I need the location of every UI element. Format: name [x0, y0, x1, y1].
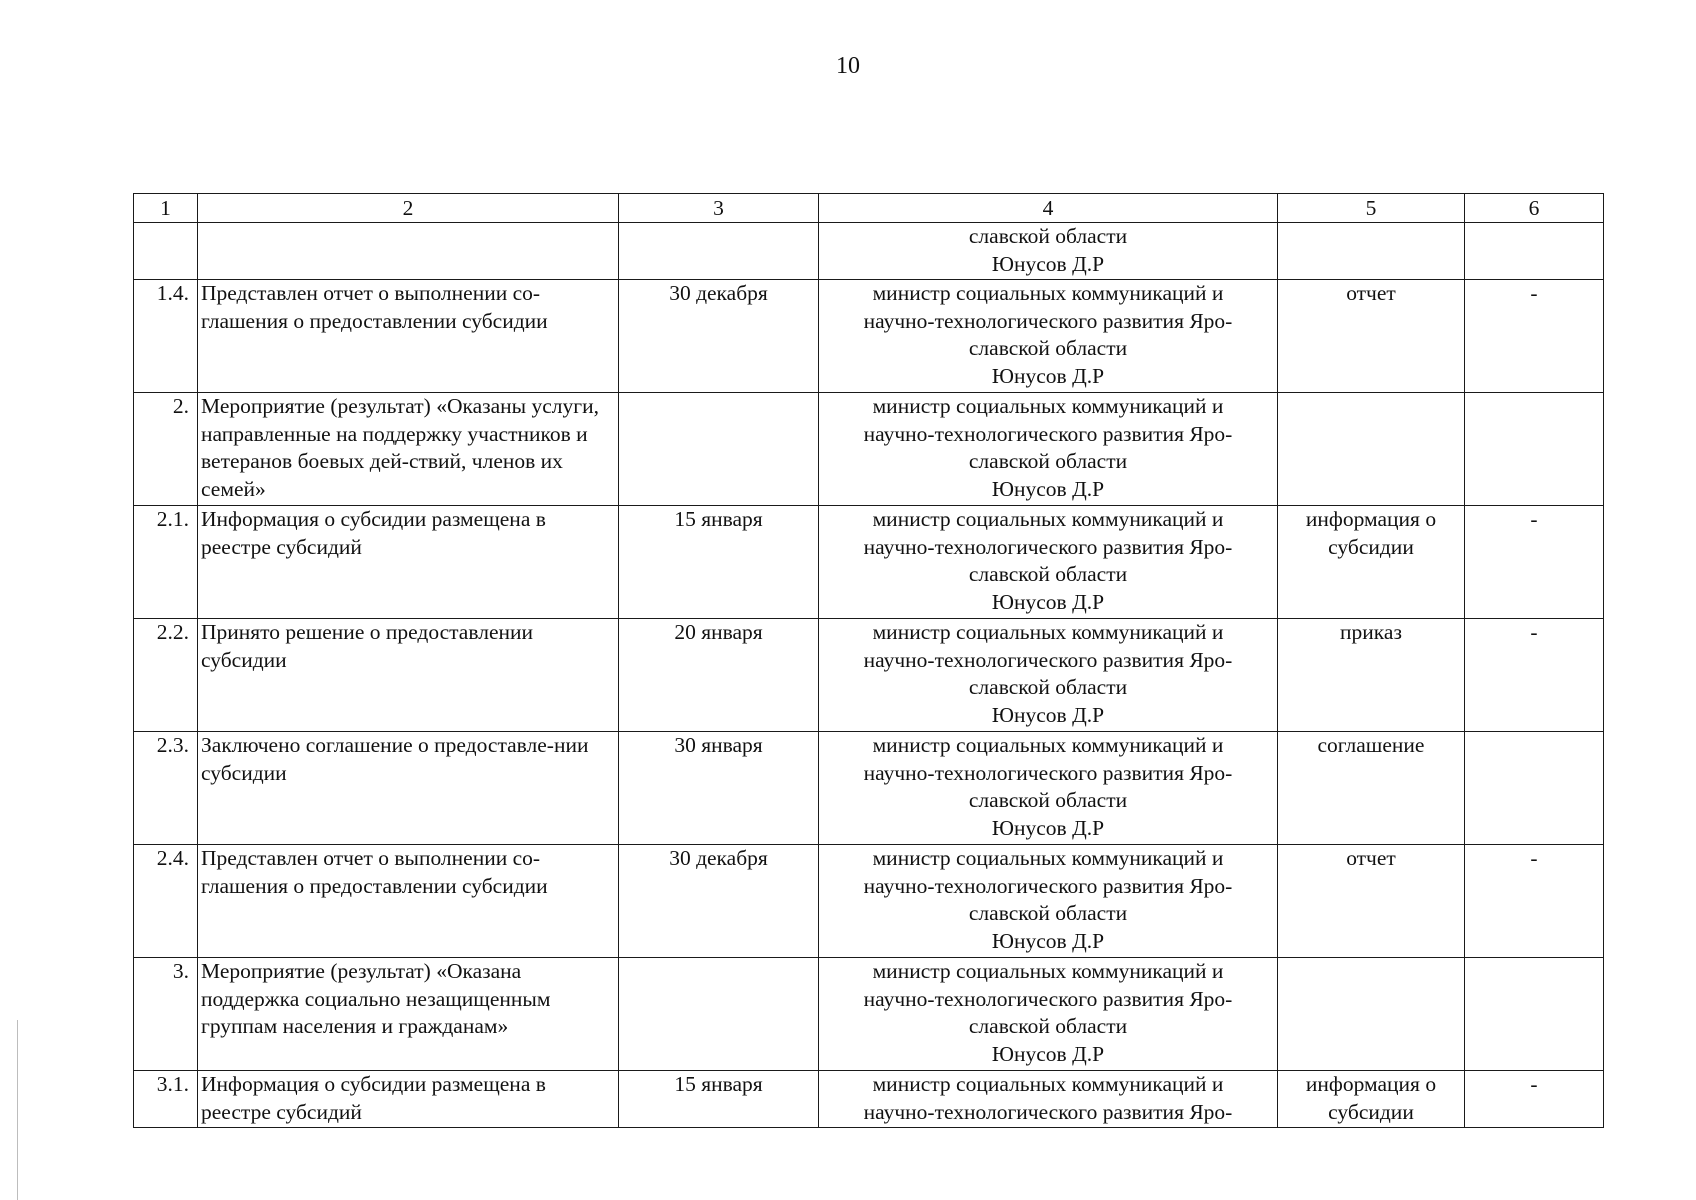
- document-type: информация о субсидии: [1278, 506, 1465, 619]
- item-number: 2.1.: [134, 506, 198, 619]
- responsible-line: научно-технологического развития Яро-: [863, 534, 1233, 559]
- responsible-line: министр социальных коммуникаций и: [872, 733, 1224, 757]
- note: [1465, 732, 1604, 845]
- table-row: [134, 506, 1604, 619]
- deadline-date: [619, 223, 819, 280]
- event-text: Представлен отчет о выполнении со-глашения о предоставлении субсидии: [198, 845, 619, 958]
- responsible-line: славской области: [968, 336, 1128, 360]
- document-type: приказ: [1278, 619, 1465, 732]
- note: -: [1465, 506, 1604, 619]
- schedule-table: [133, 193, 1604, 1128]
- item-number: 2.4.: [134, 845, 198, 958]
- column-number: 6: [1465, 194, 1604, 223]
- note: [1465, 393, 1604, 506]
- item-number: 2.2.: [134, 619, 198, 732]
- document-type: отчет: [1278, 280, 1465, 393]
- responsible-line: Юнусов Д.Р: [991, 589, 1105, 614]
- responsible-person: [819, 958, 1278, 1071]
- responsible-person: [819, 845, 1278, 958]
- event-text: Принято решение о предоставлении субсидии: [198, 619, 619, 732]
- item-number: 3.1.: [134, 1071, 198, 1128]
- responsible-person: [819, 506, 1278, 619]
- deadline-date: [619, 958, 819, 1071]
- document-type: [1278, 393, 1465, 506]
- responsible-line: министр социальных коммуникаций и: [872, 394, 1224, 418]
- deadline-date: 30 января: [619, 732, 819, 845]
- column-number: 1: [134, 194, 198, 223]
- note: -: [1465, 619, 1604, 732]
- document-type: соглашение: [1278, 732, 1465, 845]
- table-row: [134, 393, 1604, 506]
- responsible-person: [819, 393, 1278, 506]
- responsible-line: славской области: [968, 901, 1128, 925]
- table-row: [134, 1071, 1604, 1128]
- responsible-line: министр социальных коммуникаций и: [872, 281, 1224, 305]
- event-text: Заключено соглашение о предоставле-нии субсидии: [198, 732, 619, 845]
- responsible-line: славской области: [968, 1014, 1128, 1038]
- responsible-line: научно-технологического развития Яро-: [863, 308, 1233, 333]
- responsible-line: научно-технологического развития Яро-: [863, 1099, 1233, 1124]
- responsible-line: Юнусов Д.Р: [991, 928, 1105, 953]
- responsible-line: министр социальных коммуникаций и: [872, 507, 1224, 531]
- deadline-date: [619, 393, 819, 506]
- responsible-person: [819, 280, 1278, 393]
- responsible-line: Юнусов Д.Р: [991, 815, 1105, 840]
- item-number: 1.4.: [134, 280, 198, 393]
- item-number: 2.: [134, 393, 198, 506]
- table-row: [134, 223, 1604, 280]
- table-row: [134, 845, 1604, 958]
- deadline-date: 30 декабря: [619, 280, 819, 393]
- event-text: [198, 223, 619, 280]
- responsible-person: [819, 619, 1278, 732]
- document-type: информация о субсидии: [1278, 1071, 1465, 1128]
- responsible-line: министр социальных коммуникаций и: [872, 620, 1224, 644]
- deadline-date: 15 января: [619, 506, 819, 619]
- responsible-line: научно-технологического развития Яро-: [863, 873, 1233, 898]
- item-number: [134, 223, 198, 280]
- responsible-person: [819, 223, 1278, 280]
- document-type: [1278, 958, 1465, 1071]
- responsible-line: славской области: [968, 449, 1128, 473]
- column-number: 3: [619, 194, 819, 223]
- event-text: Информация о субсидии размещена в реестре субсидий: [198, 506, 619, 619]
- deadline-date: 15 января: [619, 1071, 819, 1128]
- deadline-date: 20 января: [619, 619, 819, 732]
- responsible-line: славской области: [968, 675, 1128, 699]
- column-numbers-row: [134, 194, 1604, 223]
- note: -: [1465, 845, 1604, 958]
- table-row: [134, 958, 1604, 1071]
- table-row: [134, 619, 1604, 732]
- responsible-line: Юнусов Д.Р: [991, 476, 1105, 501]
- event-text: Мероприятие (результат) «Оказана поддержка социально незащищенным группам населения и гражданам»: [198, 958, 619, 1071]
- responsible-line: славской области: [968, 788, 1128, 812]
- event-text: Представлен отчет о выполнении со-глашения о предоставлении субсидии: [198, 280, 619, 393]
- item-number: 3.: [134, 958, 198, 1071]
- responsible-person: [819, 1071, 1278, 1128]
- note: [1465, 223, 1604, 280]
- note: -: [1465, 1071, 1604, 1128]
- column-number: 5: [1278, 194, 1465, 223]
- responsible-line: научно-технологического развития Яро-: [863, 986, 1233, 1011]
- responsible-line: славской области: [968, 562, 1128, 586]
- responsible-line: Юнусов Д.Р: [991, 363, 1105, 388]
- item-number: 2.3.: [134, 732, 198, 845]
- responsible-line: Юнусов Д.Р: [991, 1041, 1105, 1066]
- responsible-person: [819, 732, 1278, 845]
- scan-edge-line: [17, 1020, 18, 1200]
- note: [1465, 958, 1604, 1071]
- responsible-line: министр социальных коммуникаций и: [872, 959, 1224, 983]
- event-text: Информация о субсидии размещена в реестре субсидий: [198, 1071, 619, 1128]
- responsible-line: министр социальных коммуникаций и: [872, 846, 1224, 870]
- note: -: [1465, 280, 1604, 393]
- responsible-line: научно-технологического развития Яро-: [863, 421, 1233, 446]
- responsible-line: министр социальных коммуникаций и: [872, 1072, 1224, 1096]
- document-type: [1278, 223, 1465, 280]
- page-number: 10: [836, 53, 860, 79]
- table-row: [134, 280, 1604, 393]
- responsible-line: Юнусов Д.Р: [991, 251, 1105, 276]
- table-row: [134, 732, 1604, 845]
- responsible-line: научно-технологического развития Яро-: [863, 647, 1233, 672]
- deadline-date: 30 декабря: [619, 845, 819, 958]
- column-number: 2: [198, 194, 619, 223]
- responsible-line: Юнусов Д.Р: [991, 702, 1105, 727]
- responsible-line: славской области: [968, 224, 1128, 248]
- event-text: Мероприятие (результат) «Оказаны услуги, направленные на поддержку участников и ветеранов боевых дей-ствий, членов их семей»: [198, 393, 619, 506]
- responsible-line: научно-технологического развития Яро-: [863, 760, 1233, 785]
- document-type: отчет: [1278, 845, 1465, 958]
- column-number: 4: [819, 194, 1278, 223]
